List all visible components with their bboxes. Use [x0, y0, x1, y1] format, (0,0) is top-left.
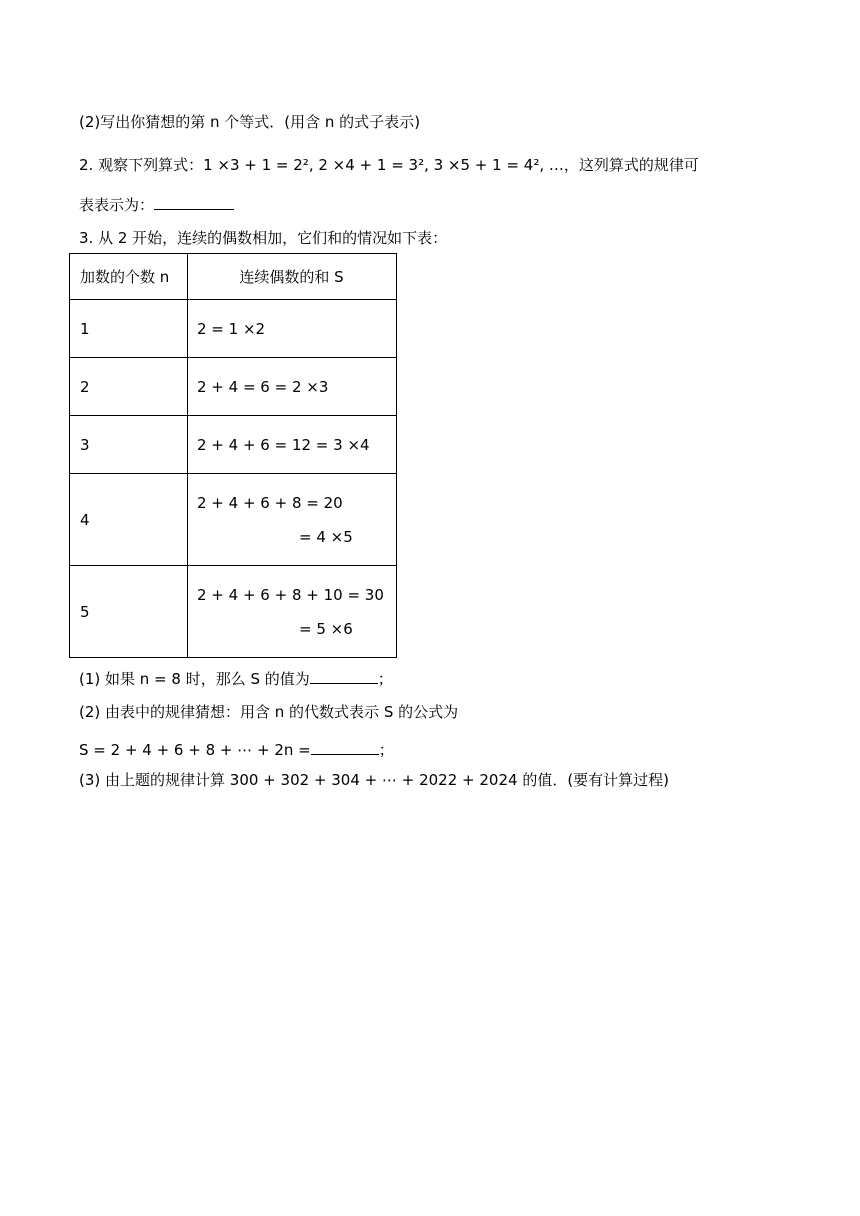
- q3-sub2-end: ；: [378, 741, 394, 759]
- header-count-n: 加数的个数 n: [70, 254, 188, 300]
- q2-line1: 2. 观察下列算式：1 ×3 + 1 = 2², 2 ×4 + 1 = 3², 3 ×5 + 1 = 4², …，这列算式的规律可: [79, 156, 699, 174]
- q3-sub1-end: ；: [377, 670, 393, 688]
- q2-line2-label: 表表示为：: [79, 196, 155, 214]
- q3-sub2-line1: (2) 由表中的规律猜想：用含 n 的代数式表示 S 的公式为: [79, 703, 459, 721]
- table-row: [70, 358, 397, 416]
- cell-sum: [188, 474, 397, 566]
- cell-sum: 2 = 1 ×2: [188, 300, 397, 358]
- cell-sum: 2 + 4 + 6 = 12 = 3 ×4: [188, 416, 397, 474]
- q3-sub2-formula: S = 2 + 4 + 6 + 8 + ⋯ + 2n =: [79, 741, 311, 759]
- cell-n: 4: [70, 474, 188, 566]
- q3-sub3: (3) 由上题的规律计算 300 + 302 + 304 + ⋯ + 2022 + 2024 的值．(要有计算过程): [79, 771, 670, 789]
- even-sum-table: [69, 253, 397, 658]
- answer-blank[interactable]: [311, 738, 379, 755]
- cell-n: 5: [70, 566, 188, 658]
- table-row: [70, 300, 397, 358]
- table-header-row: [70, 254, 397, 300]
- table-row: [70, 474, 397, 566]
- q3-sub1: [79, 667, 393, 689]
- table-row: [70, 416, 397, 474]
- q3-sub1-text: (1) 如果 n = 8 时，那么 S 的值为: [79, 670, 310, 688]
- q3-sub2-line2: [79, 738, 394, 760]
- q2-line2: [79, 193, 234, 215]
- table-row: [70, 566, 397, 658]
- q1-part2-text: (2)写出你猜想的第 n 个等式．(用含 n 的式子表示): [79, 113, 421, 131]
- sum-line1: 2 + 4 + 6 + 8 + 10 = 30: [197, 585, 384, 604]
- sum-line2: = 5 ×6: [299, 619, 353, 638]
- cell-n: 3: [70, 416, 188, 474]
- cell-sum: 2 + 4 = 6 = 2 ×3: [188, 358, 397, 416]
- header-sum-s: 连续偶数的和 S: [188, 254, 397, 300]
- cell-n: 2: [70, 358, 188, 416]
- cell-n: 1: [70, 300, 188, 358]
- sum-line2: = 4 ×5: [299, 527, 353, 546]
- cell-sum: [188, 566, 397, 658]
- sum-line1: 2 + 4 + 6 + 8 = 20: [197, 493, 343, 512]
- answer-blank[interactable]: [154, 193, 234, 210]
- answer-blank[interactable]: [310, 667, 378, 684]
- q3-intro: 3. 从 2 开始，连续的偶数相加，它们和的情况如下表：: [79, 229, 448, 247]
